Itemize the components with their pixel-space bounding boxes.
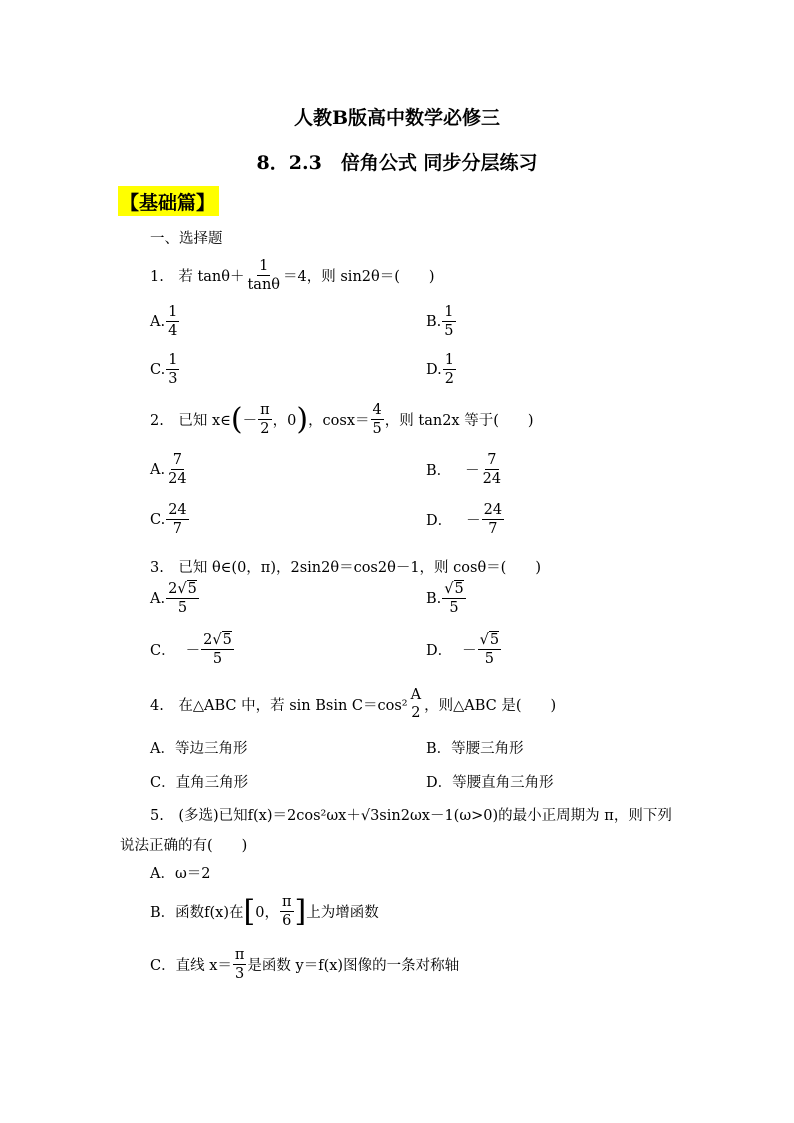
q1-option-c-label: C. xyxy=(150,361,166,378)
question-5-stem-line1: 5. (多选)已知f(x)＝2cos²ωx＋√3sin2ωx－1(ω>0)的最小正周期为 π，则下列 xyxy=(150,808,672,824)
question-3-stem: 3. 已知 θ∈(0，π)，2sin2θ＝cos2θ－1，则 cosθ＝( ) xyxy=(150,560,541,576)
q1-option-b[interactable] xyxy=(426,303,457,340)
q3-option-c-den: 5 xyxy=(212,651,223,667)
question-4-stem-suffix: ，则△ABC 是( ) xyxy=(424,697,557,714)
q5-option-b-close-bracket: ] xyxy=(294,893,307,929)
q3-option-b-den: 5 xyxy=(449,600,459,616)
question-4-stem-prefix: 4. 在△ABC 中，若 sin Bsin C＝cos² xyxy=(150,697,408,714)
q3-option-a-label: A. xyxy=(150,590,166,607)
question-1-stem-suffix: ＝4，则 sin2θ＝( ) xyxy=(283,269,435,285)
question-5-stem-line2: 说法正确的有( ) xyxy=(120,838,248,854)
q3-option-b-label: B. xyxy=(426,590,442,607)
q1-option-c-num: 1 xyxy=(168,352,178,368)
q4-frac-den: 2 xyxy=(411,705,421,721)
q2-option-b-den: 24 xyxy=(482,471,502,487)
q5-option-b-prefix: B．函数f(x)在 xyxy=(150,905,244,921)
q4-option-b[interactable]: B．等腰三角形 xyxy=(426,741,524,757)
q3-option-d-sign: － xyxy=(462,643,477,659)
q3-option-d[interactable]: D． － $\frac{√5}{5}$ xyxy=(426,632,500,667)
q2-option-d[interactable] xyxy=(426,501,505,538)
q2-cos-text: ，cosx＝ xyxy=(308,413,370,429)
q2-interval-close-paren: ) xyxy=(296,401,309,437)
q1-option-d-label: D. xyxy=(426,361,442,378)
question-1-fraction xyxy=(245,257,282,294)
q3-option-a-den: 5 xyxy=(177,600,188,616)
q5-option-c-num: π xyxy=(234,947,245,963)
q2-option-c-num: 24 xyxy=(168,502,187,518)
q5-option-c[interactable] xyxy=(150,946,459,983)
q3-option-c-label: C． xyxy=(150,643,176,659)
q2-frac2-den: 5 xyxy=(372,421,382,437)
section-badge-basic: 【基础篇】 xyxy=(118,186,219,216)
question-1-frac-numerator: 1 xyxy=(259,258,269,274)
section-label-multiple-choice: 一、选择题 xyxy=(150,231,223,247)
q2-option-a-num: 7 xyxy=(172,452,182,468)
q4-option-a[interactable]: A．等边三角形 xyxy=(150,741,248,757)
q5-option-b-suffix: 上为增函数 xyxy=(306,905,379,921)
question-2-stem-suffix: ，则 tan2x 等于( ) xyxy=(384,413,534,429)
q2-option-a-label: A. xyxy=(150,461,166,478)
q3-option-d-den: 5 xyxy=(484,651,494,667)
q3-option-a-radicand: 5 xyxy=(187,581,197,597)
q4-option-c[interactable]: C．直角三角形 xyxy=(150,775,249,791)
q1-option-d[interactable] xyxy=(426,351,457,388)
q2-option-c[interactable] xyxy=(150,501,190,538)
q1-option-d-num: 1 xyxy=(444,352,454,368)
q3-option-a[interactable]: A. $\frac{2√5}{5}$ xyxy=(150,581,197,616)
q3-option-c-sign: － xyxy=(185,643,201,659)
q2-interval-minus: － xyxy=(242,413,258,429)
question-4-stem xyxy=(150,686,556,722)
q2-option-b[interactable] xyxy=(426,451,504,488)
q2-frac2-num: 4 xyxy=(372,402,382,418)
q5-option-c-suffix: 是函数 y＝f(x)图像的一条对称轴 xyxy=(247,958,460,974)
q5-option-b-num: π xyxy=(281,894,292,910)
q2-option-d-num: 24 xyxy=(483,502,503,518)
q3-option-b[interactable]: B. $\frac{√5}{5}$ xyxy=(426,581,464,616)
document-subtitle: 8．2.3 倍角公式 同步分层练习 xyxy=(256,152,538,174)
q1-option-a-den: 4 xyxy=(168,323,178,339)
q4-option-d[interactable]: D．等腰直角三角形 xyxy=(426,775,554,791)
q1-option-b-label: B. xyxy=(426,313,442,330)
q5-option-b[interactable] xyxy=(150,893,379,930)
q5-option-b-open-bracket: [ xyxy=(243,893,256,929)
q3-option-c-radicand: 5 xyxy=(222,632,232,648)
q2-option-a[interactable] xyxy=(150,451,190,488)
q2-option-b-sign: － xyxy=(465,463,480,479)
q2-frac1-den: 2 xyxy=(260,421,270,437)
q3-option-c-coef: 2 xyxy=(203,632,213,648)
question-1-frac-denominator: tanθ xyxy=(247,277,281,293)
q2-option-c-den: 7 xyxy=(172,521,183,537)
q1-option-a-num: 1 xyxy=(168,304,178,320)
q4-frac-num: A xyxy=(410,687,422,703)
q1-option-b-den: 5 xyxy=(444,323,454,339)
question-1-stem-prefix: 1. 若 tanθ＋ xyxy=(150,269,245,285)
q3-option-a-coef: 2 xyxy=(168,581,178,597)
q5-option-a[interactable]: A．ω＝2 xyxy=(150,866,211,882)
document-title: 人教B版高中数学必修三 xyxy=(293,107,501,129)
q5-option-b-zero: 0， xyxy=(255,905,279,921)
q2-interval-open-paren: ( xyxy=(230,401,243,437)
q1-option-a-label: A. xyxy=(150,313,166,330)
q5-option-b-den: 6 xyxy=(282,913,292,929)
q1-option-b-num: 1 xyxy=(444,304,454,320)
q3-option-d-label: D． xyxy=(426,643,453,659)
q3-option-d-radicand: 5 xyxy=(489,632,500,648)
q2-option-d-sign: － xyxy=(466,513,481,529)
q2-option-d-den: 7 xyxy=(488,521,498,537)
question-2-stem xyxy=(150,401,534,438)
q2-interval-mid: ，0 xyxy=(272,413,297,429)
q2-frac1-num: π xyxy=(260,402,270,418)
q1-option-a[interactable] xyxy=(150,303,180,340)
q2-option-c-label: C. xyxy=(150,511,166,528)
question-2-stem-prefix: 2. 已知 x∈ xyxy=(150,413,231,429)
q3-option-b-radicand: 5 xyxy=(454,581,464,597)
q5-option-c-prefix: C．直线 x＝ xyxy=(150,958,232,974)
q2-option-a-den: 24 xyxy=(168,471,187,487)
q2-option-d-label: D． xyxy=(426,513,453,529)
q1-option-c[interactable] xyxy=(150,351,180,388)
q3-option-c[interactable]: C． － $\frac{2√5}{5}$ xyxy=(150,632,232,667)
q2-option-b-num: 7 xyxy=(487,452,497,468)
q1-option-c-den: 3 xyxy=(168,371,178,387)
q1-option-d-den: 2 xyxy=(444,371,454,387)
q5-option-c-den: 3 xyxy=(235,966,245,982)
q2-option-b-label: B． xyxy=(426,463,452,479)
question-1-stem xyxy=(150,257,435,294)
